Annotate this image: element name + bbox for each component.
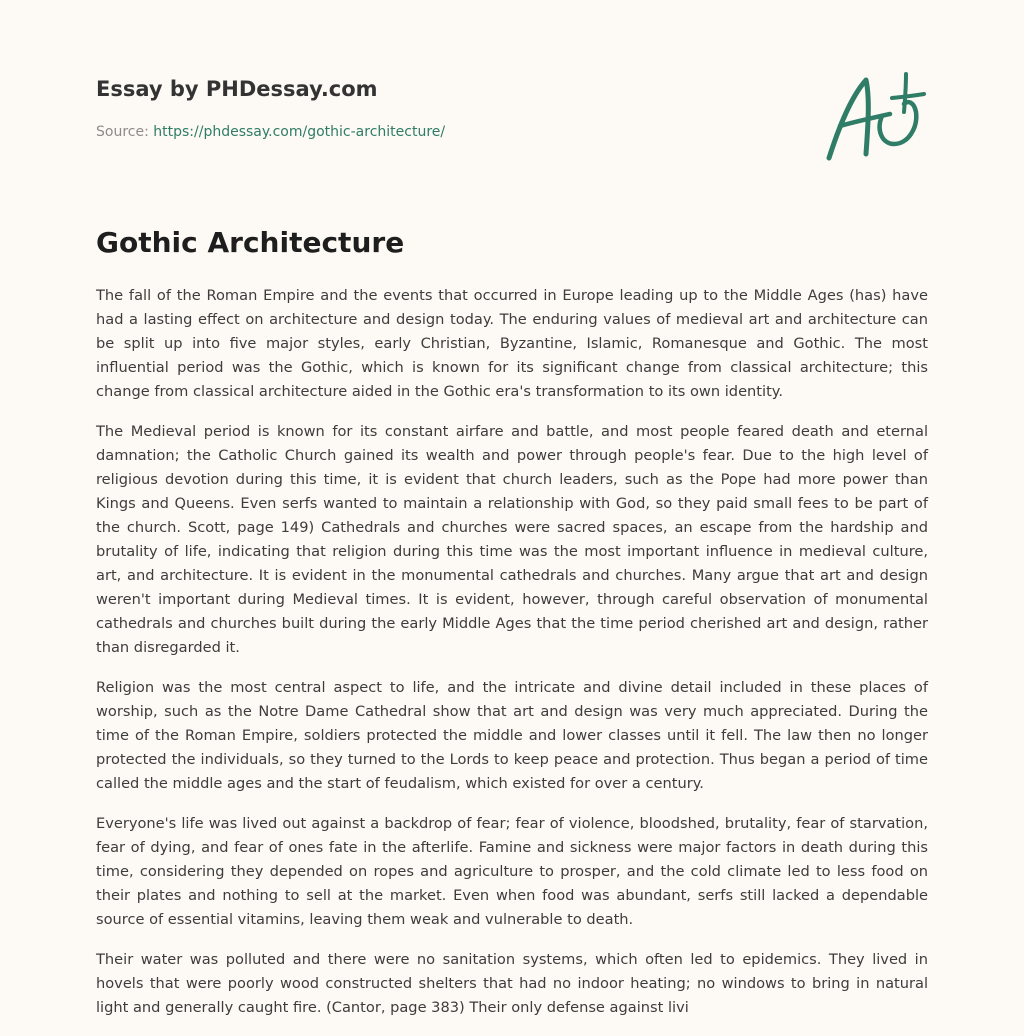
source-label: Source: (96, 124, 149, 140)
essay-paragraph: Religion was the most central aspect to life, and the intricate and divine detail included in these places of worship, such as the Notre Dame Cathedral show that art and design was very much appreciated. During the time of the Roman Empire, soldiers protected the middle and lower classes until it fell. The law then no longer protected the individuals, so they turned to the Lords to keep peace and protection. Thus began a period of time called the middle ages and the start of feudalism, which existed for over a century. (96, 679, 928, 792)
a-plus-logo-icon (820, 68, 930, 164)
source-line (96, 124, 445, 140)
essay-title: Gothic Architecture (96, 226, 405, 259)
source-link[interactable]: https://phdessay.com/gothic-architecture/ (153, 124, 446, 140)
essay-paragraph: Everyone's life was lived out against a backdrop of fear; fear of violence, bloodshed, brutality, fear of starvation, fear of dying, and fear of ones fate in the afterlife. Famine and sickness were major factors in death during this time, considering they depended on ropes and agriculture to prosper, and the cold climate led to less food on their plates and nothing to sell at the market. Even when food was abundant, serfs still lacked a dependable source of essential vitamins, leaving them weak and vulnerable to death. (96, 815, 928, 928)
brand-title: Essay by PHDessay.com (96, 77, 378, 101)
essay-paragraph: The fall of the Roman Empire and the events that occurred in Europe leading up to the Middle Ages (has) have had a lasting effect on architecture and design today. The enduring values of medieval art and architecture can be split up into five major styles, early Christian, Byzantine, Islamic, Romanesque and Gothic. The most influential period was the Gothic, which is known for its significant change from classical architecture; this change from classical architecture aided in the Gothic era's transformation to its own identity. (96, 287, 928, 400)
essay-paragraph: The Medieval period is known for its constant airfare and battle, and most people feared death and eternal damnation; the Catholic Church gained its wealth and power through people's fear. Due to the high level of religious devotion during this time, it is evident that church leaders, such as the Pope had more power than Kings and Queens. Even serfs wanted to maintain a relationship with God, so they paid small fees to be part of the church. Scott, page 149) Cathedrals and churches were sacred spaces, an escape from the hardship and brutality of life, indicating that religion during this time was the most important influence in medieval culture, art, and architecture. It is evident in the monumental cathedrals and churches. Many argue that art and design weren't important during Medieval times. It is evident, however, through careful observation of monumental cathedrals and churches built during the early Middle Ages that the time period cherished art and design, rather than disregarded it. (96, 423, 928, 656)
essay-body (96, 284, 928, 1036)
essay-paragraph: Their water was polluted and there were no sanitation systems, which often led to epidemics. They lived in hovels that were poorly wood constructed shelters that had no indoor heating; no windows to bring in natural light and generally caught fire. (Cantor, page 383) Their only defense against livi (96, 951, 928, 1016)
